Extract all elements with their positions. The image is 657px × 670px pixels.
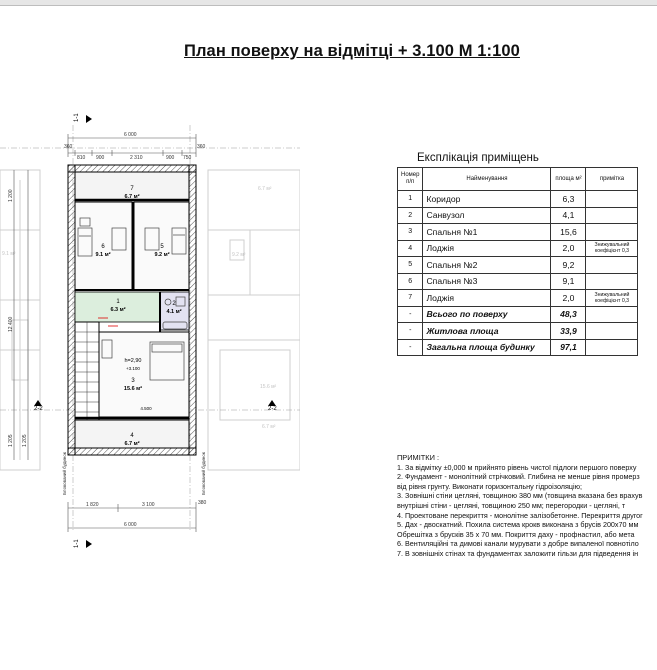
row-area: 6,3 <box>551 191 586 208</box>
note-line: внутрішні стіни - цегляні, товщиною 250 мм; перегородки - цегляні, т <box>397 500 626 510</box>
row-name: Лоджія <box>423 240 551 257</box>
row-note <box>586 191 638 208</box>
total-row <box>398 306 638 323</box>
dim-top-a: 360 <box>64 144 73 150</box>
room-num-7: 7 <box>130 186 134 192</box>
row-area: 2,0 <box>551 240 586 257</box>
window-top-bar <box>0 0 657 6</box>
room-area-7: 6.7 м² <box>124 194 140 200</box>
total-area: 33,9 <box>551 323 586 340</box>
row-number: 1 <box>398 191 423 208</box>
note-line: 1. За відмітку ±0,000 м прийнято рівень чистої підлоги першого поверху <box>397 462 637 472</box>
table-row <box>398 290 638 307</box>
room-num-6: 6 <box>101 244 105 250</box>
dim-top-f: 750 <box>183 155 192 161</box>
col-number: Номер п/п <box>398 168 423 191</box>
side-label-left: Блокований будинок <box>62 452 67 495</box>
row-note: Знижувальний коефіцієнт 0,3 <box>586 240 638 257</box>
room-area-6: 9.1 м² <box>95 252 111 258</box>
dim-bottom-total: 6 000 <box>124 522 137 528</box>
note-line: 4. Проектоване перекриття - монолітне залізобетонне. Перекриття другог <box>397 510 643 520</box>
notes-block <box>397 453 643 559</box>
dim-top-d: 2 310 <box>130 155 143 161</box>
dim-left-c: 1 205 <box>22 434 28 447</box>
table-row <box>398 273 638 290</box>
room-bedroom-3 <box>99 332 189 417</box>
room-area-1: 6.3 м² <box>110 307 126 313</box>
col-name: Найменування <box>423 168 551 191</box>
row-area: 15,6 <box>551 224 586 241</box>
explication-title: Експлікація приміщень <box>417 152 539 164</box>
ghost-room-5: 15.6 м² <box>260 384 277 390</box>
note-line: Обрешітка з брусків 35 х 70 мм. Покриття даху - профнастил, або мета <box>397 529 635 539</box>
total-note <box>586 323 638 340</box>
row-number: 2 <box>398 207 423 224</box>
row-note <box>586 207 638 224</box>
total-name: Всього по поверху <box>423 306 551 323</box>
ghost-room-3: 9.2 м² <box>232 252 246 258</box>
explication-table <box>397 167 638 356</box>
col-area: площа м² <box>551 168 586 191</box>
section-mark-top: 1-1 <box>74 113 80 122</box>
row-note: Знижувальний коефіцієнт 0,3 <box>586 290 638 307</box>
dim-left-total: 12 400 <box>8 316 14 332</box>
row-number: 5 <box>398 257 423 274</box>
row-number: 3 <box>398 224 423 241</box>
table-row <box>398 207 638 224</box>
note-line: 6. Вентиляційні та димові канали мурувати з добре випаленої повнотіло <box>397 539 639 549</box>
table-row <box>398 257 638 274</box>
floor-plan-drawing <box>0 110 300 560</box>
total-name: Загальна площа будинку <box>423 339 551 356</box>
note-line: 7. В зовнішніх стінах та фундаментах заложити гільзи для підведення ін <box>397 548 639 558</box>
total-row <box>398 323 638 340</box>
section-mark-left: 2-2 <box>34 406 43 412</box>
dim-top-e: 900 <box>166 155 175 161</box>
row-note <box>586 273 638 290</box>
room-num-4: 4 <box>130 433 134 439</box>
dim-top-b: 810 <box>77 155 86 161</box>
row-number: 6 <box>398 273 423 290</box>
row-note <box>586 257 638 274</box>
neighbour-right <box>208 170 300 470</box>
ghost-room-1: 6.7 м² <box>258 186 272 192</box>
row-area: 9,1 <box>551 273 586 290</box>
row-name: Спальня №1 <box>423 224 551 241</box>
note-line: 2. Фундамент - монолітний стрічковий. Глибина не менше рівня промерз <box>397 472 640 482</box>
room-num-3: 3 <box>131 378 135 384</box>
total-row <box>398 339 638 356</box>
table-row <box>398 240 638 257</box>
note-line: від рівня грунту. Виконати горизонтальну гідроізоляцію; <box>397 481 582 491</box>
table-row <box>398 224 638 241</box>
section-mark-right: 2-2 <box>268 406 277 412</box>
total-number: - <box>398 323 423 340</box>
row-name: Коридор <box>423 191 551 208</box>
ghost-room-2: 9.1 м² <box>2 251 16 257</box>
dim-4500: 4.500 <box>140 406 152 411</box>
dim-top-total: 6 000 <box>124 132 137 138</box>
total-note <box>586 339 638 356</box>
row-area: 4,1 <box>551 207 586 224</box>
level-mark: +3.100 <box>126 366 140 371</box>
ceiling-height: h=2,90 <box>124 358 142 364</box>
total-number: - <box>398 339 423 356</box>
room-num-2: 2 <box>172 301 176 307</box>
room-area-3: 15.6 м² <box>123 386 143 392</box>
table-row <box>398 191 638 208</box>
dim-bottom-c: 380 <box>198 500 207 506</box>
neighbour-left <box>0 170 40 470</box>
dim-top-g: 360 <box>197 144 206 150</box>
ghost-room-4: 6.7 м² <box>262 424 276 430</box>
note-line: 5. Дах - двоскатний. Похила система крокв виконана з брусів 200х70 мм <box>397 520 639 530</box>
side-label-right: Блокований будинок <box>201 452 206 495</box>
notes-title: ПРИМІТКИ : <box>397 453 440 462</box>
row-name: Лоджія <box>423 290 551 307</box>
note-line: 3. Зовнішні стіни цегляні, товщиною 380 мм (товщина вказана без врахув <box>397 491 643 501</box>
total-note <box>586 306 638 323</box>
room-num-5: 5 <box>160 244 164 250</box>
col-note: примітка <box>586 168 638 191</box>
dim-bottom-a: 1 820 <box>86 502 99 508</box>
room-area-2: 4.1 м² <box>166 309 182 315</box>
left-dimensions <box>14 170 28 460</box>
table-header-row <box>398 168 638 191</box>
room-area-4: 6.7 м² <box>124 441 140 447</box>
dim-left-b: 1 205 <box>8 434 14 447</box>
dim-bottom-b: 3 100 <box>142 502 155 508</box>
row-area: 9,2 <box>551 257 586 274</box>
total-area: 48,3 <box>551 306 586 323</box>
dim-left-a: 1 200 <box>8 189 14 202</box>
row-area: 2,0 <box>551 290 586 307</box>
room-area-5: 9.2 м² <box>154 252 170 258</box>
page-title: План поверху на відмітці + 3.100 М 1:100 <box>184 42 520 60</box>
room-num-1: 1 <box>116 299 120 305</box>
row-name: Спальня №2 <box>423 257 551 274</box>
row-name: Санвузол <box>423 207 551 224</box>
total-area: 97,1 <box>551 339 586 356</box>
row-note <box>586 224 638 241</box>
row-number: 4 <box>398 240 423 257</box>
section-mark-bottom: 1-1 <box>74 539 80 548</box>
row-name: Спальня №3 <box>423 273 551 290</box>
total-name: Житлова площа <box>423 323 551 340</box>
dim-top-c: 900 <box>96 155 105 161</box>
row-number: 7 <box>398 290 423 307</box>
total-number: - <box>398 306 423 323</box>
